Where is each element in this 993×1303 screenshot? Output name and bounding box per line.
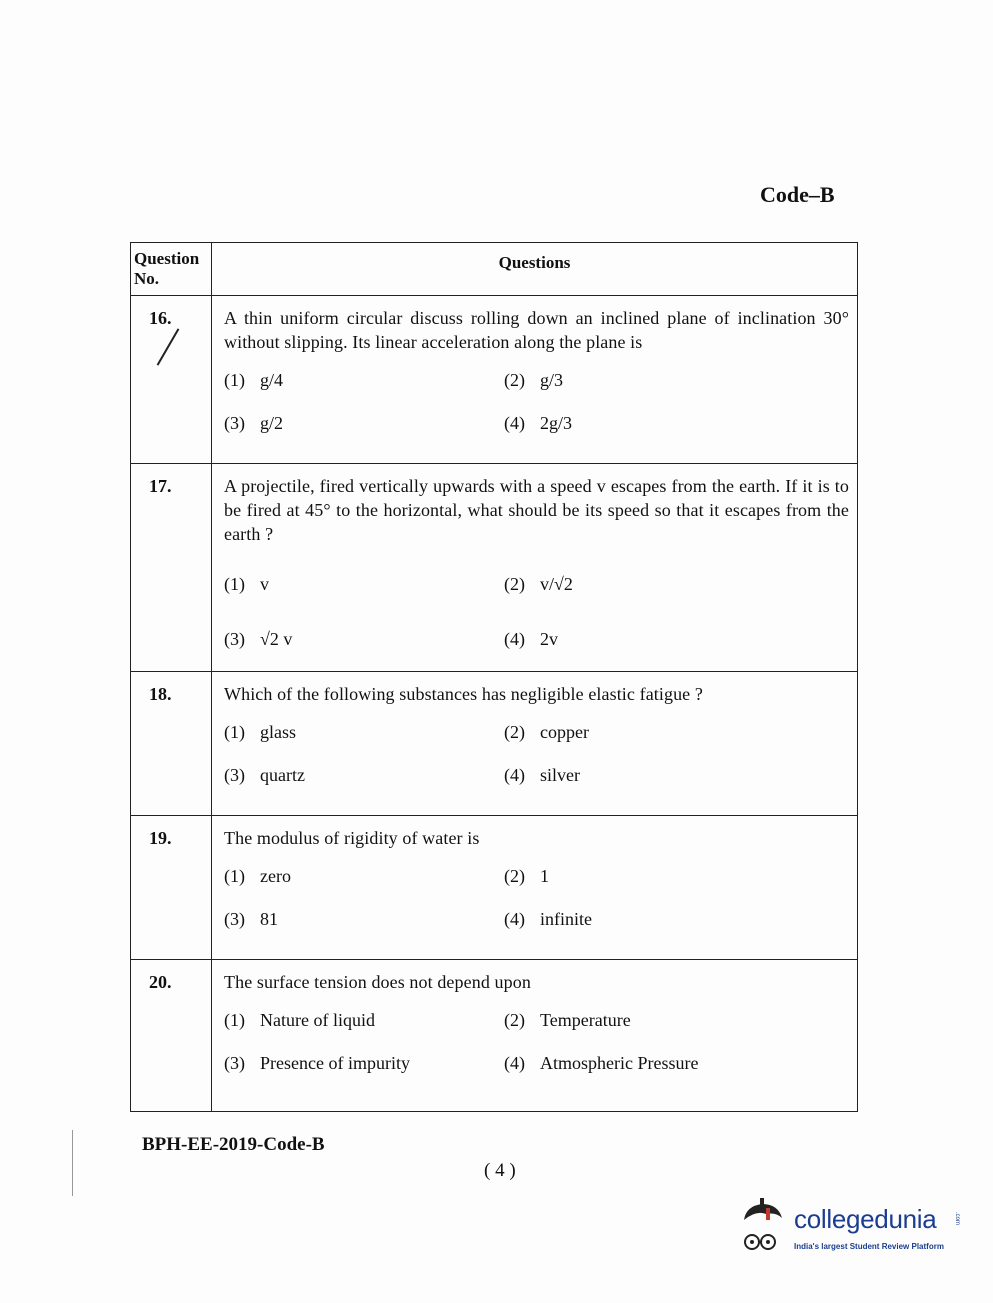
question-number bbox=[131, 296, 212, 464]
table-header-row bbox=[131, 243, 858, 296]
option bbox=[224, 370, 504, 391]
question-body bbox=[212, 672, 858, 816]
question-stem: The surface tension does not depend upon bbox=[224, 972, 531, 992]
option-text: g/4 bbox=[260, 370, 284, 390]
option-number: (4) bbox=[504, 629, 525, 649]
option bbox=[224, 1053, 504, 1074]
option bbox=[504, 413, 849, 434]
option bbox=[224, 1010, 504, 1031]
option-number: (2) bbox=[504, 370, 525, 390]
footer-paper-code: BPH-EE-2019-Code-B bbox=[142, 1134, 325, 1155]
option-text: g/3 bbox=[540, 370, 564, 390]
option-number: (4) bbox=[504, 413, 525, 433]
option-number: (4) bbox=[504, 909, 525, 929]
column-header-questions: Questions bbox=[212, 243, 858, 296]
student-mascot-icon bbox=[736, 1198, 792, 1258]
option-text: √2 v bbox=[260, 629, 293, 649]
option bbox=[224, 413, 504, 434]
option bbox=[224, 765, 504, 786]
option-number: (4) bbox=[504, 765, 525, 785]
page-number: ( 4 ) bbox=[484, 1160, 516, 1181]
question-number: 18. bbox=[131, 672, 212, 816]
option-number: (3) bbox=[224, 765, 245, 785]
option bbox=[504, 722, 849, 743]
option-text: Temperature bbox=[540, 1010, 631, 1030]
option-number: (2) bbox=[504, 722, 525, 742]
option bbox=[224, 909, 504, 930]
option bbox=[504, 370, 849, 391]
question-row bbox=[131, 464, 858, 672]
option bbox=[224, 629, 504, 650]
option bbox=[224, 574, 504, 595]
option-text: 81 bbox=[260, 909, 278, 929]
logo-tagline: India's largest Student Review Platform bbox=[794, 1242, 944, 1251]
question-body bbox=[212, 296, 858, 464]
question-number: 17. bbox=[131, 464, 212, 672]
option-number: (2) bbox=[504, 1010, 525, 1030]
option bbox=[224, 866, 504, 887]
question-row bbox=[131, 960, 858, 1112]
option-text: infinite bbox=[540, 909, 592, 929]
option-number: (1) bbox=[224, 722, 245, 742]
option-text: quartz bbox=[260, 765, 305, 785]
option bbox=[224, 722, 504, 743]
option-number: (2) bbox=[504, 866, 525, 886]
logo-wordmark: collegedunia bbox=[794, 1204, 937, 1234]
option-number: (3) bbox=[224, 1053, 245, 1073]
collegedunia-logo bbox=[736, 1198, 966, 1258]
pen-tick-mark bbox=[157, 328, 180, 365]
option-text: silver bbox=[540, 765, 580, 785]
question-row bbox=[131, 672, 858, 816]
option bbox=[504, 574, 849, 595]
option-number: (1) bbox=[224, 866, 245, 886]
options-grid bbox=[224, 1010, 849, 1074]
option-number: (3) bbox=[224, 909, 245, 929]
column-header-question-no: Question No. bbox=[131, 243, 212, 296]
option-number: (1) bbox=[224, 370, 245, 390]
option-text: Presence of impurity bbox=[260, 1053, 410, 1073]
option bbox=[504, 866, 849, 887]
logo-suffix: .com bbox=[954, 1212, 960, 1226]
question-row bbox=[131, 296, 858, 464]
margin-line bbox=[72, 1130, 73, 1196]
option-text: copper bbox=[540, 722, 589, 742]
question-body bbox=[212, 816, 858, 960]
option-text: glass bbox=[260, 722, 296, 742]
option-text: 2v bbox=[540, 629, 558, 649]
question-stem: The modulus of rigidity of water is bbox=[224, 828, 480, 848]
option bbox=[504, 909, 849, 930]
option-text: 2g/3 bbox=[540, 413, 573, 433]
question-stem: Which of the following substances has negligible elastic fatigue ? bbox=[224, 684, 703, 704]
option bbox=[504, 629, 849, 650]
question-stem: A thin uniform circular discuss rolling down an inclined plane of inclination 30° without slipping. Its linear acceleration along the plane is bbox=[224, 308, 849, 352]
question-number-text: 16. bbox=[149, 308, 172, 328]
option-text: v/√2 bbox=[540, 574, 573, 594]
option-text: g/2 bbox=[260, 413, 284, 433]
question-body bbox=[212, 464, 858, 672]
option-number: (3) bbox=[224, 413, 245, 433]
question-body bbox=[212, 960, 858, 1112]
paper-code: Code–B bbox=[760, 182, 835, 207]
option bbox=[504, 765, 849, 786]
option-text: zero bbox=[260, 866, 291, 886]
option-number: (1) bbox=[224, 1010, 245, 1030]
question-row bbox=[131, 816, 858, 960]
options-grid bbox=[224, 370, 849, 434]
option-text: 1 bbox=[540, 866, 549, 886]
option-text: v bbox=[260, 574, 269, 594]
option-text: Atmospheric Pressure bbox=[540, 1053, 699, 1073]
option-number: (1) bbox=[224, 574, 245, 594]
option bbox=[504, 1053, 849, 1074]
options-grid bbox=[224, 866, 849, 930]
options-grid bbox=[224, 722, 849, 786]
option bbox=[504, 1010, 849, 1031]
option-number: (2) bbox=[504, 574, 525, 594]
option-text: Nature of liquid bbox=[260, 1010, 375, 1030]
question-table bbox=[130, 242, 858, 1112]
question-number: 19. bbox=[131, 816, 212, 960]
options-grid bbox=[224, 574, 849, 650]
question-number: 20. bbox=[131, 960, 212, 1112]
option-number: (4) bbox=[504, 1053, 525, 1073]
option-number: (3) bbox=[224, 629, 245, 649]
question-stem: A projectile, fired vertically upwards with a speed v escapes from the earth. If it is to be fired at 45° to the horizontal, what should be its speed so that it escapes from the earth ? bbox=[224, 476, 849, 544]
